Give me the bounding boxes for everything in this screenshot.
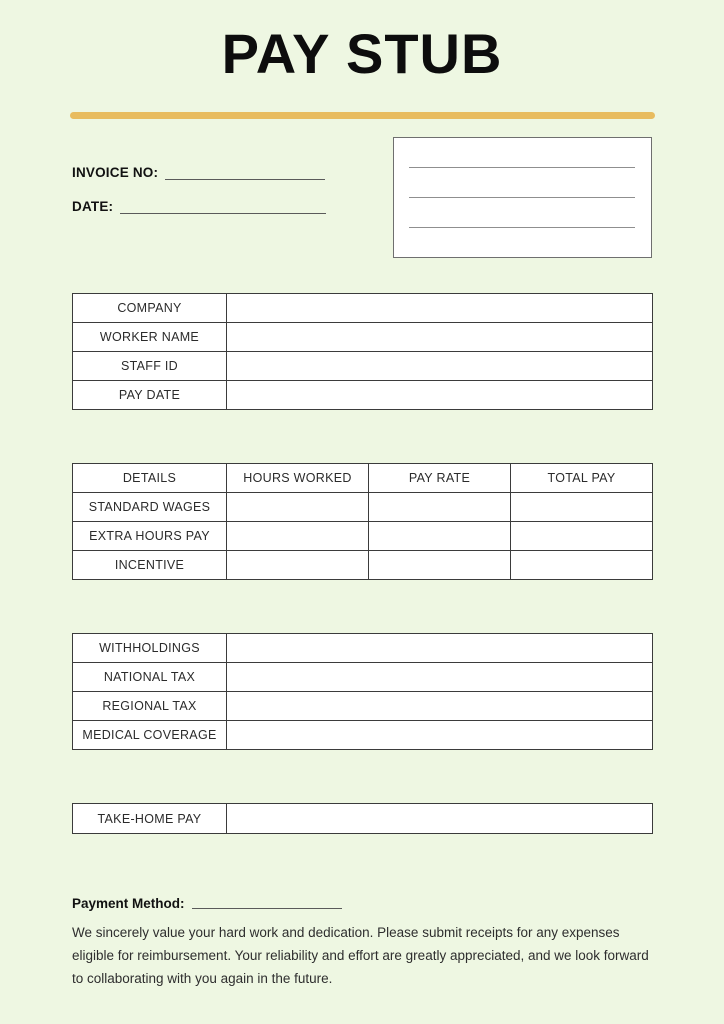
invoice-meta: [72, 165, 326, 233]
row-label: INCENTIVE: [73, 551, 227, 580]
row-label: EXTRA HOURS PAY: [73, 522, 227, 551]
table-row: [73, 294, 653, 323]
invoice-no-row: [72, 165, 326, 180]
worker-name-value-cell[interactable]: [227, 323, 653, 352]
total-pay-cell[interactable]: [511, 493, 653, 522]
national-tax-value-cell[interactable]: [227, 663, 653, 692]
hours-worked-cell[interactable]: [227, 522, 369, 551]
date-label: DATE:: [72, 199, 114, 214]
accent-divider: [70, 112, 655, 119]
row-label: PAY DATE: [73, 381, 227, 410]
hours-worked-cell[interactable]: [227, 493, 369, 522]
row-label: NATIONAL TAX: [73, 663, 227, 692]
company-value-cell[interactable]: [227, 294, 653, 323]
notes-box: [393, 137, 652, 258]
row-label: STANDARD WAGES: [73, 493, 227, 522]
notes-line-field[interactable]: [409, 197, 635, 198]
column-header: DETAILS: [73, 464, 227, 493]
pay-rate-cell[interactable]: [369, 522, 511, 551]
total-pay-cell[interactable]: [511, 551, 653, 580]
table-row: [73, 663, 653, 692]
row-label: WORKER NAME: [73, 323, 227, 352]
table-row: [73, 323, 653, 352]
earnings-table: [72, 463, 653, 580]
notes-line-field[interactable]: [409, 167, 635, 168]
row-label: WITHHOLDINGS: [73, 634, 227, 663]
invoice-no-field[interactable]: [165, 165, 325, 180]
table-header-row: [73, 464, 653, 493]
table-row: [73, 551, 653, 580]
table-row: [73, 692, 653, 721]
hours-worked-cell[interactable]: [227, 551, 369, 580]
total-pay-cell[interactable]: [511, 522, 653, 551]
regional-tax-value-cell[interactable]: [227, 692, 653, 721]
table-row: [73, 381, 653, 410]
table-row: [73, 634, 653, 663]
column-header: PAY RATE: [369, 464, 511, 493]
date-row: [72, 199, 326, 214]
employee-info-table: [72, 293, 653, 410]
row-label: COMPANY: [73, 294, 227, 323]
payment-method-label: Payment Method:: [72, 896, 185, 911]
medical-coverage-value-cell[interactable]: [227, 721, 653, 750]
row-label: STAFF ID: [73, 352, 227, 381]
pay-rate-cell[interactable]: [369, 551, 511, 580]
table-row: [73, 352, 653, 381]
take-home-pay-value-cell[interactable]: [227, 804, 653, 834]
staff-id-value-cell[interactable]: [227, 352, 653, 381]
pay-date-value-cell[interactable]: [227, 381, 653, 410]
table-row: [73, 721, 653, 750]
page-title: PAY STUB: [221, 22, 503, 85]
date-field[interactable]: [120, 199, 326, 214]
withholdings-table: [72, 633, 653, 750]
net-pay-table: [72, 803, 653, 834]
row-label: REGIONAL TAX: [73, 692, 227, 721]
row-label: MEDICAL COVERAGE: [73, 721, 227, 750]
table-row: [73, 522, 653, 551]
closing-note: We sincerely value your hard work and dedication. Please submit receipts for any expenses eligible for reimbursement. Your reliability and effort are greatly appreciated, and we look forward to collaborating with you again in the future.: [72, 925, 649, 987]
invoice-no-label: INVOICE NO:: [72, 165, 159, 180]
withholdings-value-cell[interactable]: [227, 634, 653, 663]
payment-method-field[interactable]: [192, 894, 342, 909]
table-row: [73, 493, 653, 522]
table-row: [73, 804, 653, 834]
column-header: HOURS WORKED: [227, 464, 369, 493]
payment-method-row: [72, 894, 342, 911]
row-label: TAKE-HOME PAY: [73, 804, 227, 834]
column-header: TOTAL PAY: [511, 464, 653, 493]
notes-line-field[interactable]: [409, 227, 635, 228]
pay-rate-cell[interactable]: [369, 493, 511, 522]
